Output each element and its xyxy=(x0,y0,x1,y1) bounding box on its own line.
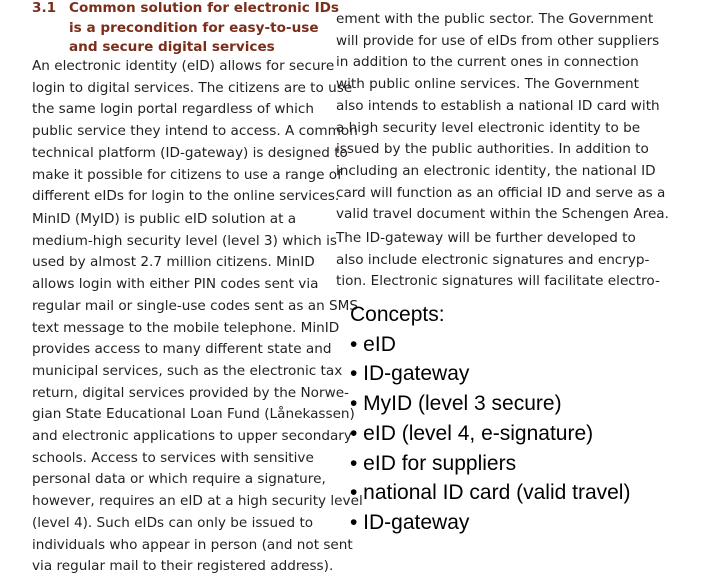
text-line: including an electronic identity, the national ID xyxy=(336,162,656,179)
text-line: also intends to establish a national ID card with xyxy=(336,97,660,114)
text-line: however, requires an eID at a high security level xyxy=(32,493,363,510)
text-line: tion. Electronic signatures will facilitate electro- xyxy=(336,273,660,290)
concepts-overlay xyxy=(350,300,715,538)
concept-item: • eID xyxy=(350,332,396,356)
right-column xyxy=(336,9,676,293)
text-line: regular mail or single-use codes sent as an SMS xyxy=(32,297,359,314)
heading-line: and secure digital services xyxy=(69,39,275,55)
text-line: schools. Access to services with sensitive xyxy=(32,449,314,466)
text-line: ement with the public sector. The Government xyxy=(336,11,654,27)
text-line: a high security level electronic identity to be xyxy=(336,119,641,136)
text-line: login to digital services. The citizens are to use xyxy=(32,79,353,96)
left-paragraph-minid xyxy=(32,209,363,578)
concept-item: • MyID (level 3 secure) xyxy=(350,392,562,416)
text-line: issued by the public authorities. In addition to xyxy=(336,141,649,158)
text-line: with public online services. The Government xyxy=(336,76,639,93)
concepts-title: Concepts: xyxy=(350,303,445,326)
concept-item: • eID for suppliers xyxy=(350,451,517,475)
text-line: via regular mail to their registered address). xyxy=(32,558,334,575)
text-line: card will function as an official ID and serve as a xyxy=(336,184,666,201)
text-line: provides access to many different state and xyxy=(32,341,332,358)
section-number: 3.1 xyxy=(32,0,57,16)
text-line: different eIDs for login to the online services. xyxy=(32,188,340,205)
text-line: valid travel document within the Schengen Area. xyxy=(336,206,669,223)
text-line: make it possible for citizens to use a range of xyxy=(32,166,342,183)
right-paragraph-id-gateway xyxy=(336,228,676,293)
text-line: used by almost 2.7 million citizens. MinID xyxy=(32,254,315,271)
concept-item: • ID-gateway xyxy=(350,362,470,386)
text-line: allows login with either PIN codes sent via xyxy=(32,276,319,293)
text-line: public service they intend to access. A common xyxy=(32,123,358,140)
text-line: MinID (MyID) is public eID solution at a xyxy=(32,211,297,227)
text-line: text message to the mobile telephone. MinID xyxy=(32,319,340,336)
concept-item: • national ID card (valid travel) xyxy=(350,481,631,505)
text-line: will provide for use of eIDs from other suppliers xyxy=(336,32,660,49)
left-paragraph-eid xyxy=(32,56,358,208)
text-line: An electronic identity (eID) allows for secure xyxy=(32,58,335,74)
text-line: medium-high security level (level 3) which is xyxy=(32,232,337,249)
concept-item: • eID (level 4, e-signature) xyxy=(350,421,594,445)
text-line: personal data or which require a signature, xyxy=(32,471,326,488)
text-line: individuals who appear in person (and not sent xyxy=(32,536,353,553)
text-line: technical platform (ID-gateway) is designed to xyxy=(32,144,348,161)
text-line: return, digital services provided by the Norwe- xyxy=(32,384,349,401)
text-line: also include electronic signatures and encryp- xyxy=(336,251,650,268)
text-line: in addition to the current ones in connection xyxy=(336,54,639,71)
text-line: and electronic applications to upper secondary xyxy=(32,428,352,445)
text-line: the same login portal regardless of which xyxy=(32,101,314,118)
text-line: gian State Educational Loan Fund (Lånekassen) xyxy=(32,406,355,423)
text-line: (level 4). Such eIDs can only be issued to xyxy=(32,514,314,531)
concepts-list xyxy=(350,330,715,538)
text-line: The ID-gateway will be further developed to xyxy=(336,230,636,247)
section-title xyxy=(69,0,339,58)
heading-line: is a precondition for easy-to-use xyxy=(69,19,319,36)
heading-line: Common solution for electronic IDs xyxy=(69,0,340,16)
right-paragraph-government xyxy=(336,9,676,226)
text-line: municipal services, such as the electronic tax xyxy=(32,362,343,379)
concept-item: • ID-gateway xyxy=(350,510,470,534)
